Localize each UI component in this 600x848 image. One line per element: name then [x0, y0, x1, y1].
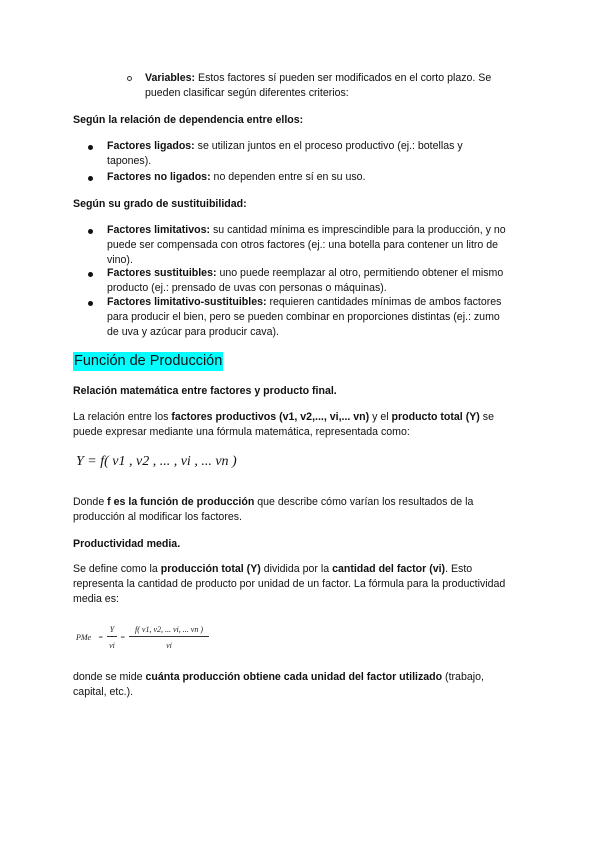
variables-text-2: pueden clasificar según diferentes criterios:: [145, 87, 349, 99]
formula-equals: =: [120, 633, 126, 642]
productivity-explanation: donde se mide cuánta producción obtiene cada unidad del factor utilizado (trabajo, capital, etc.).: [73, 671, 484, 698]
formula-equals: =: [98, 633, 104, 642]
relation-paragraph: La relación entre los factores productivos (v1, v2,..., vi,... vn) y el producto total (Y) se puede expresar mediante una fórmula matemática, representada como:: [73, 411, 494, 438]
bullet-icon: [88, 301, 93, 306]
list-item: Factores sustituibles: uno puede reemplazar al otro, permitiendo obtener el mismo producto (ej.: prensado de uvas con personas o máquinas).: [107, 267, 504, 294]
average-productivity-formula: [76, 622, 216, 658]
bullet-icon: [88, 272, 93, 277]
page-title: Función de Producción: [74, 353, 223, 369]
relation-heading: Relación matemática entre factores y producto final.: [73, 385, 337, 397]
formula-numerator: Y: [109, 625, 115, 634]
list-item: Factores limitativo-sustituibles: requieren cantidades mínimas de ambos factores para producir el bien, pero se pueden combinar en proporciones distintas (ej.: zumo de uva y azúcar para producir cava).: [107, 296, 502, 338]
substitution-heading: Según su grado de sustituibilidad:: [73, 198, 247, 210]
variables-label: Variables:: [145, 72, 196, 84]
list-item: Factores limitativos: su cantidad mínima es imprescindible para la producción, y no puede ser compensada con otros factores (ej.: una botella para contener un litro de vino).: [107, 224, 506, 266]
fraction-bar: [107, 636, 117, 637]
formula-lhs: PMe: [76, 633, 92, 642]
productivity-paragraph: Se define como la producción total (Y) dividida por la cantidad del factor (vi). Esto representa la cantidad de producto por unidad de un factor. La fórmula para la productividad media es:: [73, 563, 506, 605]
fraction-bar: [129, 636, 209, 637]
production-function-formula: Y = f( v1 , v2 , ... , vi , ... vn ): [76, 454, 237, 469]
function-definition-paragraph: Donde f es la función de producción que describe cómo varían los resultados de la producción al modificar los factores.: [73, 496, 474, 523]
bullet-icon: [88, 176, 93, 181]
formula-denominator: vi: [166, 641, 172, 650]
variables-item: [145, 71, 565, 101]
bullet-icon: [88, 229, 93, 234]
variables-text-1: Estos factores sí pueden ser modificados en el corto plazo. Se: [195, 72, 492, 84]
productivity-heading: Productividad media.: [73, 538, 181, 550]
hollow-bullet-icon: [127, 76, 132, 81]
formula-denominator: vi: [109, 641, 115, 650]
list-item: Factores no ligados: no dependen entre sí en su uso.: [107, 171, 366, 183]
dependency-heading: Según la relación de dependencia entre ellos:: [73, 114, 304, 126]
list-item: Factores ligados: se utilizan juntos en el proceso productivo (ej.: botellas y tapones).: [107, 140, 463, 167]
bullet-icon: [88, 145, 93, 150]
formula-numerator: f( v1, v2, ... vi, ... vn ): [135, 625, 203, 634]
